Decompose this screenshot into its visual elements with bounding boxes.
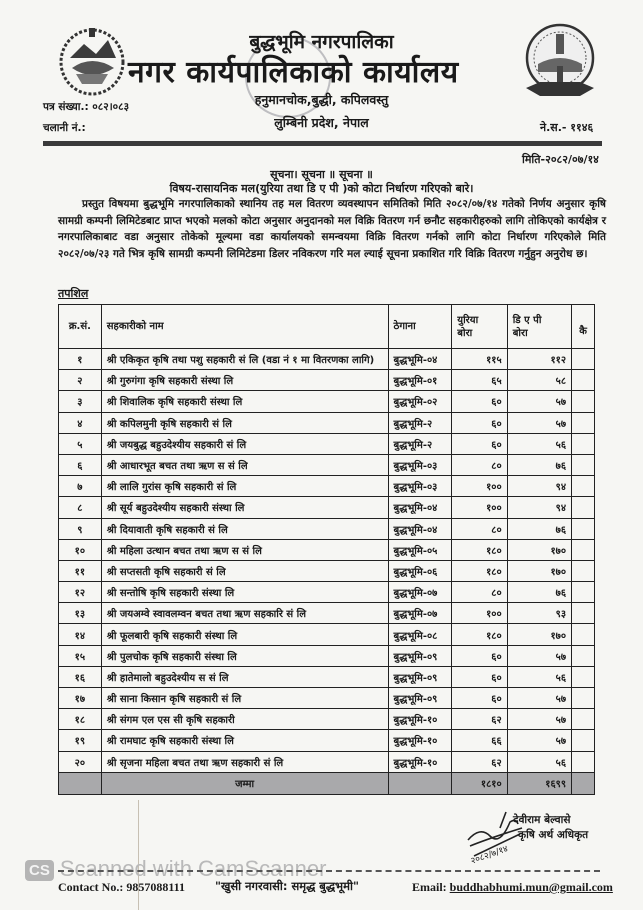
municipality-name: बुद्धभूमि नगरपालिका (249, 31, 394, 53)
total-urea: १८१० (452, 772, 507, 794)
row-remarks (572, 751, 595, 772)
row-address: बुद्धभूमि-०५ (388, 539, 452, 560)
row-name: श्री जयबुद्ध बहुउदेश्यीय सहकारी सं लि (101, 433, 388, 454)
row-dap: ५७ (507, 730, 571, 751)
row-urea: ६० (452, 666, 507, 687)
row-remarks (572, 560, 595, 581)
reference-number: पत्र संख्या.: ०८२।०८३ (43, 101, 130, 113)
row-remarks (572, 666, 595, 687)
row-address: बुद्धभूमि-०७ (388, 582, 452, 603)
row-remarks (572, 603, 595, 624)
total-label: जम्मा (101, 772, 388, 794)
row-dap: ५७ (507, 645, 571, 666)
row-urea: ६२ (452, 709, 507, 730)
dispatch-number: चलानी नं.: (43, 122, 86, 134)
row-sn: १२ (59, 582, 102, 603)
row-urea: ११५ (452, 349, 507, 370)
notice-title: सूचना। सूचना ॥ सूचना ॥ (270, 168, 373, 181)
total-dap: १६९९ (507, 772, 571, 794)
row-address: बुद्धभूमि-०३ (388, 476, 452, 497)
row-dap: १७० (507, 539, 571, 560)
row-sn: ११ (59, 560, 102, 581)
row-dap: ५७ (507, 391, 571, 412)
row-sn: १४ (59, 624, 102, 645)
table-row (59, 349, 595, 370)
row-dap: ५७ (507, 412, 571, 433)
table-row (59, 412, 595, 433)
row-name: श्री महिला उत्थान बचत तथा ऋण स सं लि (101, 539, 388, 560)
header-sn: क्र.सं. (59, 305, 102, 349)
table-row (59, 751, 595, 772)
row-dap: १७० (507, 624, 571, 645)
quota-table (58, 304, 595, 795)
row-name: श्री सूर्य बहुउदेश्यीय सहकारी संस्था लि (101, 497, 388, 518)
schedule-label: तपशिल (58, 287, 89, 300)
table-row (59, 476, 595, 497)
notice-date: मिति-२०८२/०७/१४ (522, 153, 599, 166)
row-remarks (572, 433, 595, 454)
row-remarks (572, 518, 595, 539)
row-name: श्री सृजना महिला बचत तथा ऋण सहकारी सं लि (101, 751, 388, 772)
row-sn: १३ (59, 603, 102, 624)
row-urea: १०० (452, 497, 507, 518)
email-link[interactable]: buddhabhumi.mun@gmail.com (449, 880, 613, 894)
row-address: बुद्धभूमि-०३ (388, 454, 452, 475)
row-name: श्री आधारभूत बचत तथा ऋण स सं लि (101, 454, 388, 475)
row-urea: ६० (452, 688, 507, 709)
total-sn-cell (59, 772, 102, 794)
row-sn: ४ (59, 412, 102, 433)
row-name: श्री पुलचोक कृषि सहकारी संस्था लि (101, 645, 388, 666)
row-name: श्री सन्तोषि कृषि सहकारी संस्था लि (101, 582, 388, 603)
row-address: बुद्धभूमि-०२ (388, 391, 452, 412)
row-address: बुद्धभूमि-१० (388, 730, 452, 751)
row-dap: ५६ (507, 666, 571, 687)
row-name: श्री जयअम्वे स्वावलम्वन बचत तथा ऋण सहकारि सं लि (101, 603, 388, 624)
footer-slogan: "खुसी नगरवासी: समृद्ध बुद्धभूमी" (215, 879, 359, 893)
row-remarks (572, 582, 595, 603)
email-label: Email: (412, 880, 450, 894)
table-row (59, 433, 595, 454)
total-row (59, 772, 595, 794)
row-urea: ६० (452, 645, 507, 666)
row-sn: ८ (59, 497, 102, 518)
table-body (59, 349, 595, 773)
row-remarks (572, 730, 595, 751)
table-row (59, 709, 595, 730)
footer-email (412, 880, 613, 895)
row-dap: ७६ (507, 518, 571, 539)
header-urea (452, 305, 507, 349)
office-address: हनुमानचोक,बुद्धी, कपिलवस्तु (254, 92, 389, 107)
row-name: श्री संगम एल एस सी कृषि सहकारी (101, 709, 388, 730)
row-address: बुद्धभूमि-०४ (388, 518, 452, 539)
table-row (59, 497, 595, 518)
header-divider (43, 141, 602, 146)
row-dap: ९४ (507, 476, 571, 497)
header-name: सहकारीको नाम (101, 305, 388, 349)
row-remarks (572, 476, 595, 497)
row-remarks (572, 688, 595, 709)
table-row (59, 370, 595, 391)
row-dap: ५७ (507, 688, 571, 709)
row-sn: १५ (59, 645, 102, 666)
row-dap: ९४ (507, 497, 571, 518)
signatory-name: देवीराम बेल्वासे (513, 814, 571, 826)
row-urea: १८० (452, 560, 507, 581)
table-row (59, 560, 595, 581)
row-name: श्री दियावाती कृषि सहकारी सं लि (101, 518, 388, 539)
office-province: लुम्बिनी प्रदेश, नेपाल (274, 115, 369, 130)
row-remarks (572, 370, 595, 391)
row-address: बुद्धभूमि-१० (388, 751, 452, 772)
row-remarks (572, 645, 595, 666)
row-address: बुद्धभूमि-२ (388, 433, 452, 454)
row-remarks (572, 391, 595, 412)
notice-body: प्रस्तुत विषयमा बुद्धभूमि नगरपालिकाको स्थानिय तह मल वितरण व्यवस्थापन समितिको मिति २०८२/०७/१४ गतेको निर्णय अनुसार कृषि सामग्री कम्पनी लिमिटेडबाट प्राप्त भएको मलको कोटा अनुसार अनुदानको मल विक्रि वितरण गर्न छनौट सहकारीहरुको लागि तोकिएको कार्यक्षेत्र र नगरपालिकाबाट वडा अनुसार तोकेको मूल्यमा वडा कार्यालयको समन्वयमा विक्रि वितरण गर्नको लागि कोटा निर्धारण गरिएकोले मिति २०८२/०७/२३ गते भित्र कृषि सामग्री कम्पनी लिमिटेडमा डिलर नविकरण गरि मल ल्याई सूचना प्रकाशित गरि विक्रि वितरण गर्नुहुन अनुरोध छ। (58, 198, 606, 260)
row-remarks (572, 454, 595, 475)
row-sn: १० (59, 539, 102, 560)
table-row (59, 518, 595, 539)
row-urea: ८० (452, 454, 507, 475)
signature-date: २०८२/७/१४ (469, 844, 510, 867)
row-remarks (572, 412, 595, 433)
row-sn: १८ (59, 709, 102, 730)
row-name: श्री कपिलमुनी कृषि सहकारी सं लि (101, 412, 388, 433)
row-name: श्री हातेमालो बहुउदेश्यीय स सं लि (101, 666, 388, 687)
row-urea: १०० (452, 603, 507, 624)
row-urea: ६० (452, 433, 507, 454)
row-sn: १ (59, 349, 102, 370)
row-name: श्री रामघाट कृषि सहकारी संस्था लि (101, 730, 388, 751)
row-urea: १८० (452, 624, 507, 645)
watermark-text: Scanned with CamScanner (59, 856, 327, 881)
notice-subject: विषय-रासायनिक मल(युरिया तथा डि ए पी )को कोटा निर्धारण गरिएको बारे। (169, 182, 474, 195)
header-remarks: कै (572, 305, 595, 349)
office-name: नगर कार्यपालिकाको कार्यालय (128, 55, 459, 90)
header-urea-line1: युरिया (457, 314, 479, 326)
row-address: बुद्धभूमि-०८ (388, 624, 452, 645)
nepal-sambat-year: ने.स.- ११४६ (540, 121, 594, 134)
row-name: श्री सप्तसती कृषि सहकारी सं लि (101, 560, 388, 581)
row-urea: ६० (452, 391, 507, 412)
row-urea: ८० (452, 582, 507, 603)
row-dap: १७० (507, 560, 571, 581)
row-remarks (572, 539, 595, 560)
table-row (59, 582, 595, 603)
row-dap: ५६ (507, 433, 571, 454)
table-row (59, 645, 595, 666)
table-row (59, 539, 595, 560)
row-remarks (572, 709, 595, 730)
row-dap: ५८ (507, 370, 571, 391)
row-address: बुद्धभूमि-०४ (388, 497, 452, 518)
row-address: बुद्धभूमि-०४ (388, 349, 452, 370)
camscanner-logo-icon: CS (25, 860, 54, 881)
row-dap: ९३ (507, 603, 571, 624)
footer-divider (58, 870, 600, 872)
row-urea: ८० (452, 518, 507, 539)
table-row (59, 454, 595, 475)
row-urea: ६५ (452, 370, 507, 391)
row-address: बुद्धभूमि-०९ (388, 645, 452, 666)
row-sn: ३ (59, 391, 102, 412)
signatory-designation: कृषि अर्थ अधिकृत (518, 829, 589, 841)
row-urea: ६६ (452, 730, 507, 751)
table-row (59, 603, 595, 624)
table-row (59, 666, 595, 687)
row-sn: १९ (59, 730, 102, 751)
row-sn: ५ (59, 433, 102, 454)
row-dap: ७६ (507, 582, 571, 603)
row-sn: ७ (59, 476, 102, 497)
row-sn: ९ (59, 518, 102, 539)
row-sn: १६ (59, 666, 102, 687)
row-sn: १७ (59, 688, 102, 709)
table-header-row (59, 305, 595, 349)
row-name: श्री साना किसान कृषि सहकारी सं लि (101, 688, 388, 709)
row-address: बुद्धभूमि-१० (388, 709, 452, 730)
row-urea: १०० (452, 476, 507, 497)
row-sn: २ (59, 370, 102, 391)
row-urea: ६० (452, 412, 507, 433)
row-remarks (572, 349, 595, 370)
row-name: श्री लालि गुरांस कृषि सहकारी सं लि (101, 476, 388, 497)
row-address: बुद्धभूमि-२ (388, 412, 452, 433)
row-dap: ५६ (507, 751, 571, 772)
row-sn: २० (59, 751, 102, 772)
total-address-cell (388, 772, 452, 794)
table-row (59, 688, 595, 709)
row-remarks (572, 497, 595, 518)
header-dap-line2: बोरा (512, 327, 528, 339)
header-address: ठेगाना (388, 305, 452, 349)
header-urea-line2: बोरा (457, 327, 473, 339)
row-name: श्री फूलबारी कृषि सहकारी संस्था लि (101, 624, 388, 645)
row-sn: ६ (59, 454, 102, 475)
table-row (59, 730, 595, 751)
table-row (59, 624, 595, 645)
row-dap: ७६ (507, 454, 571, 475)
row-urea: ६२ (452, 751, 507, 772)
row-remarks (572, 624, 595, 645)
row-address: बुद्धभूमि-०९ (388, 688, 452, 709)
row-dap: ११२ (507, 349, 571, 370)
row-address: बुद्धभूमि-०९ (388, 666, 452, 687)
row-name: श्री गुरुगंगा कृषि सहकारी संस्था लि (101, 370, 388, 391)
row-dap: ५७ (507, 709, 571, 730)
header-dap (507, 305, 571, 349)
footer-contact: Contact No.: 9857088111 (58, 880, 185, 894)
table-row (59, 391, 595, 412)
row-address: बुद्धभूमि-०१ (388, 370, 452, 391)
row-address: बुद्धभूमि-०६ (388, 560, 452, 581)
header-dap-line1: डि ए पी (512, 314, 542, 326)
row-address: बुद्धभूमि-०७ (388, 603, 452, 624)
row-name: श्री एकिकृत कृषि तथा पशु सहकारी सं लि (वडा नं १ मा वितरणका लागि) (101, 349, 388, 370)
total-remarks-cell (572, 772, 595, 794)
row-urea: १८० (452, 539, 507, 560)
row-name: श्री शिवालिक कृषि सहकारी संस्था लि (101, 391, 388, 412)
